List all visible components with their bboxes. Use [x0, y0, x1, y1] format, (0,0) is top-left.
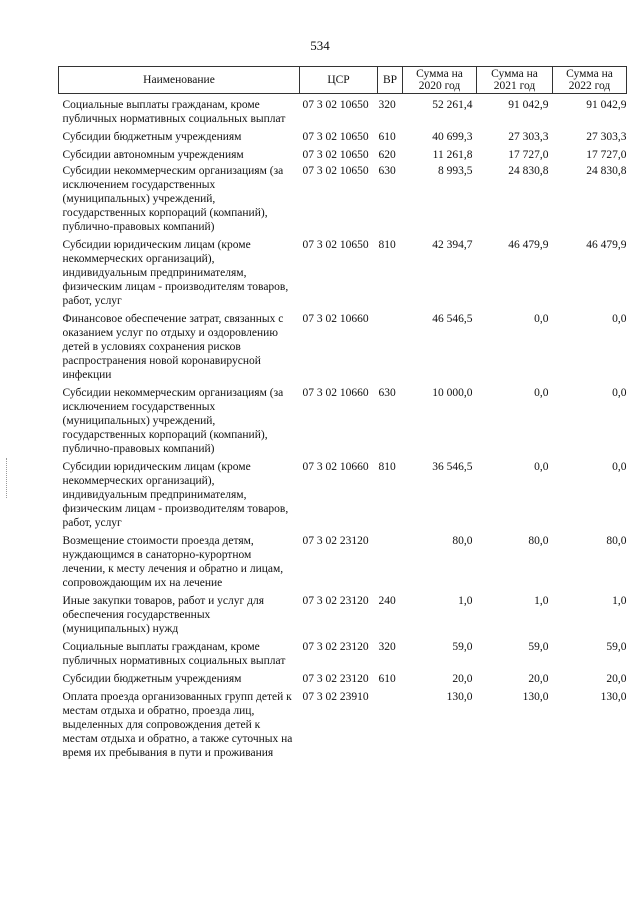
row-sum-2020: 40 699,3	[432, 131, 473, 143]
table-row	[59, 94, 627, 127]
row-sum-2020: 80,0	[452, 535, 473, 547]
table-body	[59, 94, 627, 761]
row-name: Субсидии бюджетным учреждениям	[62, 131, 242, 143]
budget-table	[58, 66, 627, 760]
row-sum-2020: 130,0	[446, 691, 473, 703]
row-sum-2022: 20,0	[606, 673, 627, 685]
row-name: Иные закупки товаров, работ и услуг для обеспечения государственных (муниципальных) нужд	[62, 595, 264, 635]
row-vr	[378, 530, 403, 590]
row-sum-2021: 80,0	[528, 535, 549, 547]
row-vr	[378, 686, 403, 760]
row-vr: 810	[378, 461, 396, 473]
row-sum-2020: 1,0	[458, 595, 473, 607]
row-sum-2021: 0,0	[534, 387, 549, 399]
header-2020: Сумма на 2020 год	[403, 67, 477, 94]
row-vr: 630	[378, 165, 396, 177]
row-sum-2022: 24 830,8	[586, 165, 627, 177]
header-2022: Сумма на 2022 год	[553, 67, 627, 94]
row-vr	[378, 308, 403, 382]
row-csr: 07 3 02 23120	[302, 535, 369, 547]
row-csr: 07 3 02 23910	[302, 691, 369, 703]
row-sum-2021: 0,0	[534, 461, 549, 473]
row-sum-2022: 17 727,0	[586, 149, 627, 161]
row-sum-2022: 130,0	[600, 691, 627, 703]
table-row	[59, 530, 627, 590]
row-sum-2022: 91 042,9	[586, 99, 627, 111]
row-name: Социальные выплаты гражданам, кроме публичных нормативных социальных выплат	[62, 99, 286, 125]
row-csr: 07 3 02 23120	[302, 595, 369, 607]
row-csr: 07 3 02 10650	[302, 131, 369, 143]
row-sum-2022: 1,0	[612, 595, 627, 607]
row-name: Возмещение стоимости проезда детям, нуждающимся в санаторно-курортном лечении, к месту лечения и обратно и лицам, сопровождающим их на лечение	[62, 535, 284, 589]
row-sum-2020: 46 546,5	[432, 313, 473, 325]
row-vr: 810	[378, 239, 396, 251]
row-sum-2022: 27 303,3	[586, 131, 627, 143]
row-vr: 610	[378, 131, 396, 143]
row-name: Субсидии автономным учреждениям	[62, 149, 244, 161]
row-name: Субсидии юридическим лицам (кроме некоммерческих организаций), индивидуальным предпринимателям, физическим лицам - производителям товаров, работ, услуг	[62, 461, 289, 529]
header-vr: ВР	[378, 67, 403, 94]
page-number: 534	[310, 38, 330, 53]
row-sum-2020: 36 546,5	[432, 461, 473, 473]
row-csr: 07 3 02 23120	[302, 673, 369, 685]
table-header-row	[59, 67, 627, 94]
row-sum-2021: 0,0	[534, 313, 549, 325]
row-sum-2022: 0,0	[612, 461, 627, 473]
row-vr: 240	[378, 595, 396, 607]
table-row	[59, 636, 627, 668]
row-sum-2021: 91 042,9	[508, 99, 549, 111]
row-vr: 630	[378, 387, 396, 399]
row-csr: 07 3 02 10650	[302, 149, 369, 161]
row-csr: 07 3 02 23120	[302, 641, 369, 653]
row-sum-2021: 59,0	[528, 641, 549, 653]
row-vr: 320	[378, 99, 396, 111]
row-csr: 07 3 02 10650	[302, 99, 369, 111]
row-name: Финансовое обеспечение затрат, связанных с оказанием услуг по отдыху и оздоровлению детей в условиях сохранения рисков распространения новой коронавирусной инфекции	[62, 313, 284, 381]
header-2021: Сумма на 2021 год	[477, 67, 553, 94]
table-row	[59, 382, 627, 456]
table-row	[59, 668, 627, 686]
table-row	[59, 456, 627, 530]
table-row	[59, 234, 627, 308]
row-csr: 07 3 02 10660	[302, 461, 369, 473]
table-row	[59, 144, 627, 162]
row-sum-2022: 0,0	[612, 313, 627, 325]
row-sum-2022: 46 479,9	[586, 239, 627, 251]
table-row	[59, 590, 627, 636]
row-sum-2020: 11 261,8	[432, 149, 473, 161]
row-sum-2021: 46 479,9	[508, 239, 549, 251]
row-sum-2020: 42 394,7	[432, 239, 473, 251]
row-name: Субсидии юридическим лицам (кроме некоммерческих организаций), индивидуальным предпринимателям, физическим лицам - производителям товаров, работ, услуг	[62, 239, 289, 307]
row-csr: 07 3 02 10660	[302, 387, 369, 399]
row-name: Субсидии бюджетным учреждениям	[62, 673, 242, 685]
table-row	[59, 308, 627, 382]
header-csr: ЦСР	[300, 67, 378, 94]
row-sum-2021: 17 727,0	[508, 149, 549, 161]
table-row	[59, 126, 627, 144]
row-sum-2022: 59,0	[606, 641, 627, 653]
row-name: Социальные выплаты гражданам, кроме публичных нормативных социальных выплат	[62, 641, 286, 667]
row-vr: 610	[378, 673, 396, 685]
row-sum-2021: 130,0	[522, 691, 549, 703]
table-row	[59, 686, 627, 760]
table-row	[59, 162, 627, 234]
row-sum-2021: 1,0	[534, 595, 549, 607]
row-sum-2020: 8 993,5	[438, 165, 473, 177]
row-sum-2021: 20,0	[528, 673, 549, 685]
row-sum-2022: 0,0	[612, 387, 627, 399]
header-name: Наименование	[59, 67, 300, 94]
row-sum-2020: 20,0	[452, 673, 473, 685]
row-csr: 07 3 02 10650	[302, 165, 369, 177]
row-name: Оплата проезда организованных групп детей к местам отдыха и обратно, проезда лиц, выделенных для сопровождения детей к местам отдыха и обратно, а также суточных на время их пребывания в пути и проживания	[62, 691, 293, 759]
row-sum-2020: 10 000,0	[432, 387, 473, 399]
row-csr: 07 3 02 10650	[302, 239, 369, 251]
row-sum-2021: 27 303,3	[508, 131, 549, 143]
margin-mark	[6, 458, 10, 498]
row-vr: 620	[378, 149, 396, 161]
row-sum-2020: 52 261,4	[432, 99, 473, 111]
row-vr: 320	[378, 641, 396, 653]
row-csr: 07 3 02 10660	[302, 313, 369, 325]
row-sum-2022: 80,0	[606, 535, 627, 547]
row-name: Субсидии некоммерческим организациям (за исключением государственных (муниципальных) учреждений, государственных корпораций (компаний), публично-правовых компаний)	[62, 387, 284, 455]
row-name: Субсидии некоммерческим организациям (за исключением государственных (муниципальных) учреждений, государственных корпораций (компаний), публично-правовых компаний)	[62, 165, 284, 233]
row-sum-2021: 24 830,8	[508, 165, 549, 177]
row-sum-2020: 59,0	[452, 641, 473, 653]
